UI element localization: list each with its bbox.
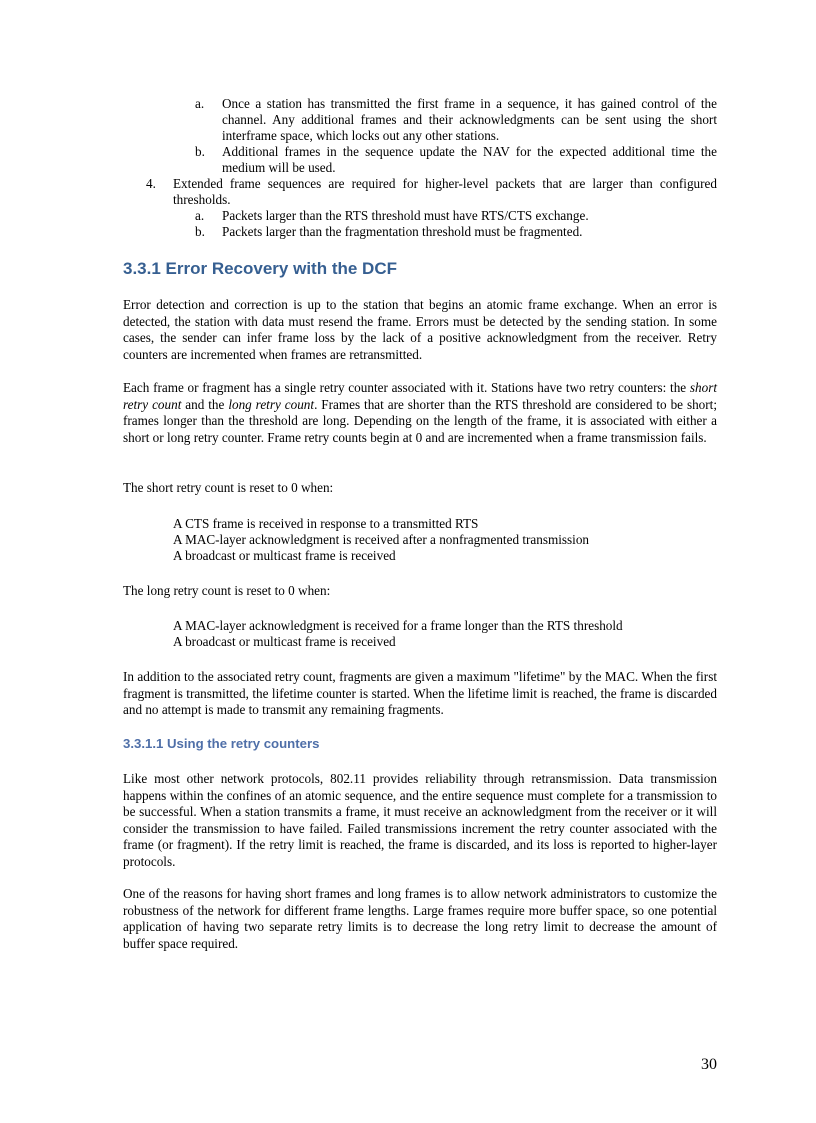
text-run: Each frame or fragment has a single retry counter associated with it. Stations have two retry counters: the: [123, 380, 690, 395]
list-item: [195, 144, 717, 176]
list-item-text: Packets larger than the RTS threshold must have RTS/CTS exchange.: [222, 208, 589, 223]
list-item: [195, 208, 717, 224]
paragraph-short-long-frames: One of the reasons for having short frames and long frames is to allow network administrators to customize the robustness of the network for different frame lengths. Large frames require more buffer space, so one potential application of having two separate retry limits is to decrease the long retry limit to decrease the amount of buffer space required.: [123, 886, 717, 951]
paragraph-error-detection: Error detection and correction is up to the station that begins an atomic frame exchange. When an error is detected, the station with data must resend the frame. Errors must be detected by the sending station. In some cases, the sender can infer frame loss by the lack of a positive acknowledgment from the receiver. Retry counters are incremented when frames are retransmitted.: [123, 297, 717, 362]
list-item: [146, 176, 717, 208]
short-reset-item: A CTS frame is received in response to a transmitted RTS: [173, 516, 479, 531]
list-marker: b.: [195, 224, 205, 239]
term-short-retry-count: short retry count: [123, 380, 717, 412]
list-item: [195, 224, 717, 240]
list-item-text: Packets larger than the fragmentation threshold must be fragmented.: [222, 224, 583, 239]
list-item-text: Once a station has transmitted the first frame in a sequence, it has gained control of the channel. Any additional frames and their acknowledgments can be sent using the short interframe space, which locks out any other stations.: [222, 96, 717, 143]
list-marker: 4.: [146, 176, 156, 191]
text-run: . Frames that are shorter than the RTS threshold are considered to be short; frames longer than the threshold are long. Depending on the length of the frame, it is associated with either a short or long retry counter. Frame retry counts begin at 0 and are incremented when a frame transmission fails.: [123, 396, 717, 445]
list-item: [195, 96, 717, 144]
short-reset-item: A broadcast or multicast frame is received: [173, 548, 396, 563]
long-reset-item: A broadcast or multicast frame is received: [173, 634, 396, 649]
list-item-text: Extended frame sequences are required for higher-level packets that are larger than configured thresholds.: [173, 176, 717, 207]
term-long-retry-count: long retry count: [228, 396, 315, 412]
short-reset-intro: The short retry count is reset to 0 when:: [123, 480, 334, 495]
paragraph-retransmission: Like most other network protocols, 802.11 provides reliability through retransmission. Data transmission happens within the confines of an atomic sequence, and the entire sequence must complete for a transmission to be successful. When a station transmits a frame, it must receive an acknowledgment from the receiver or it will consider the transmission to have failed. Failed transmissions increment the retry counter associated with the frame (or fragment). If the retry limit is reached, the frame is discarded, and its loss is reported to higher-layer protocols.: [123, 771, 717, 869]
paragraph-lifetime: In addition to the associated retry count, fragments are given a maximum "lifetime" by the MAC. When the first fragment is transmitted, the lifetime counter is started. When the lifetime limit is reached, the frame is discarded and no attempt is made to transmit any remaining fragments.: [123, 669, 717, 718]
list-marker: a.: [195, 96, 205, 111]
section-heading: 3.3.1 Error Recovery with the DCF: [123, 259, 397, 278]
page-number: 30: [701, 1056, 717, 1073]
list-marker: b.: [195, 144, 205, 159]
list-item-text: Additional frames in the sequence update the NAV for the expected additional time the medium will be used.: [222, 144, 717, 175]
subsection-heading: 3.3.1.1 Using the retry counters: [123, 736, 320, 751]
long-reset-intro: The long retry count is reset to 0 when:: [123, 583, 331, 598]
list-marker: a.: [195, 208, 205, 223]
short-reset-item: A MAC-layer acknowledgment is received after a nonfragmented transmission: [173, 532, 590, 547]
text-run: and the: [181, 396, 229, 412]
long-reset-item: A MAC-layer acknowledgment is received for a frame longer than the RTS threshold: [173, 618, 623, 633]
paragraph-retry-counters: [123, 380, 717, 446]
